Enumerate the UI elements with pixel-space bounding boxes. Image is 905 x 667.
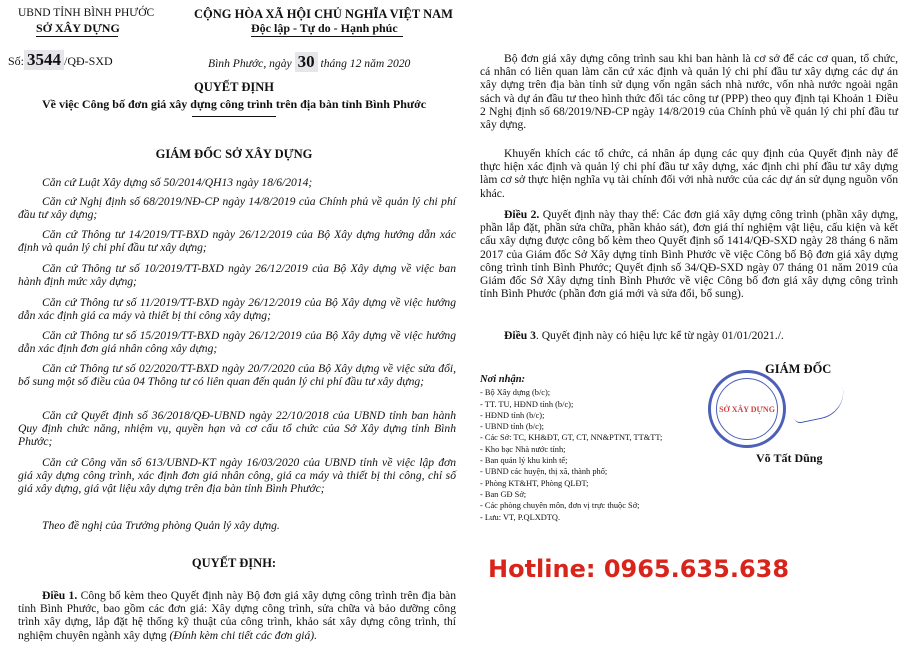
- basis-5: Căn cứ Thông tư số 11/2019/TT-BXD ngày 26/12/2019 của Bộ Xây dựng về việc hướng dẫn xác định giá ca máy và thiết bị thi công xây dựng;: [18, 296, 456, 323]
- recipient-item: - Ban GĐ Sở;: [480, 489, 527, 499]
- recipient-item: - Các Sở: TC, KH&ĐT, GT, CT, NN&PTNT, TT&TT;: [480, 433, 663, 443]
- basis-7: Căn cứ Thông tư số 02/2020/TT-BXD ngày 20/7/2020 của Bộ Xây dựng về việc sửa đổi, bổ sung một số điều của 04 Thông tư có liên quan đến quản lý chi phí đầu tư xây dựng;: [18, 362, 456, 389]
- official-seal-icon: SỞ XÂY DỰNG: [708, 370, 786, 448]
- signature-scribble-icon: [790, 387, 848, 425]
- article-3: Điều 3. Quyết định này có hiệu lực kể từ ngày 01/01/2021./.: [504, 329, 784, 342]
- subject-underline: [192, 116, 276, 117]
- recipient-item: - UBND các huyện, thị xã, thành phố;: [480, 467, 608, 477]
- org-line2: SỞ XÂY DỰNG: [36, 21, 120, 35]
- motto-line: Độc lập - Tự do - Hạnh phúc: [251, 21, 398, 35]
- org-underline: [36, 36, 118, 37]
- decision-subject: Về việc Công bố đơn giá xây dựng công trình trên địa bàn tỉnh Bình Phước: [41, 97, 427, 111]
- hotline-banner: Hotline: 0965.635.638: [488, 555, 790, 583]
- recipient-item: - Các phòng chuyên môn, đơn vị trực thuộc Sở;: [480, 501, 640, 511]
- recipients-heading: Nơi nhận:: [480, 374, 526, 385]
- basis-4: Căn cứ Thông tư số 10/2019/TT-BXD ngày 26/12/2019 của Bộ Xây dựng về việc ban hành định mức xây dựng;: [18, 262, 456, 289]
- signer-name: Võ Tất Dũng: [756, 451, 823, 465]
- recipient-item: - Lưu: VT, P.QLXDTQ.: [480, 512, 561, 522]
- motto-underline: [251, 36, 403, 37]
- basis-8: Căn cứ Quyết định số 36/2018/QĐ-UBND ngày 22/10/2018 của UBND tỉnh ban hành Quy định chức năng, nhiệm vụ, quyền hạn và cơ cấu tổ chức của Sở Xây dựng tỉnh Bình Phước;: [18, 409, 456, 449]
- recipient-item: - Kho bạc Nhà nước tỉnh;: [480, 444, 566, 454]
- recipient-item: - TT. TU, HĐND tỉnh (b/c);: [480, 399, 574, 409]
- decision-heading: QUYẾT ĐỊNH:: [191, 556, 277, 570]
- recipient-item: - Bộ Xây dựng (b/c);: [480, 388, 551, 398]
- recipients-block: [480, 374, 720, 523]
- decision-title: QUYẾT ĐỊNH: [194, 80, 274, 94]
- recipient-item: - HĐND tỉnh (b/c);: [480, 410, 545, 420]
- recipient-item: - Phòng KT&HT, Phòng QLĐT;: [480, 478, 589, 488]
- signer-title: GIÁM ĐỐC: [765, 362, 832, 376]
- basis-9: Căn cứ Công văn số 613/UBND-KT ngày 16/03/2020 của UBND tỉnh về việc lập đơn giá xây dựng công trình, xác định đơn giá nhân công, giá ca máy và thiết bị thi công, chỉ số giá xây dựng, giá vật liệu xây dựng trên địa bàn tỉnh Bình Phước;: [18, 456, 456, 496]
- authority-heading: GIÁM ĐỐC SỞ XÂY DỰNG: [155, 147, 313, 161]
- recipient-item: - Ban quản lý khu kinh tế;: [480, 456, 568, 466]
- article-2: Điều 2. Quyết định này thay thế: Các đơn giá xây dựng công trình (phần xây dựng, phần lắp đặt, phần sửa chữa, phần khảo sát), đơn giá thí nghiệm vật liệu, cấu kiện và kết cấu xây dựng được công bố kèm theo Quyết định số 1414/QĐ-SXD ngày 28 tháng 6 năm 2017 của Giám đốc Sở Xây dựng tỉnh Bình Phước về việc Công bố Bộ đơn giá xây dựng công trình tỉnh Bình Phước; Quyết định số 34/QĐ-SXD ngày 07 tháng 01 năm 2019 của Giám đốc Sở Xây dựng tỉnh Bình Phước về việc Công bố đơn giá xây dựng công trình tỉnh Bình Phước (phần đơn giá mới và sửa đổi, bổ sung).: [480, 208, 898, 301]
- article-1: Điều 1. Công bố kèm theo Quyết định này Bộ đơn giá xây dựng công trình trên địa bàn tỉnh Bình Phước, bao gồm các đơn giá: Xây dựng công trình, sửa chữa và bảo dưỡng công trình xây dựng, lắp đặt hệ thống kỹ thuật của công trình, khảo sát xây dựng công trình, thí nghiệm chuyên ngành xây dựng (Đính kèm chi tiết các đơn giá).: [18, 589, 456, 642]
- basis-6: Căn cứ Thông tư số 15/2019/TT-BXD ngày 26/12/2019 của Bộ Xây dựng về việc hướng dẫn xác định đơn giá nhân công xây dựng;: [18, 329, 456, 356]
- basis-1: Căn cứ Luật Xây dựng số 50/2014/QH13 ngày 18/6/2014;: [42, 176, 313, 189]
- basis-10: Theo đề nghị của Trưởng phòng Quản lý xây dựng.: [42, 519, 280, 532]
- document-number: Số: 3544 /QĐ-SXD: [8, 50, 113, 69]
- org-line1: UBND TỈNH BÌNH PHƯỚC: [18, 7, 155, 19]
- article1-continuation: Bộ đơn giá xây dựng công trình sau khi ban hành là cơ sở để các cơ quan, tổ chức, cá nhân có liên quan làm căn cứ xác định và quản lý chi phí đầu tư xây dựng các dự án xây dựng trên địa bàn tỉnh sử dụng vốn ngân sách nhà nước, vốn nhà nước ngoài ngân sách và dự án đầu tư theo hình thức đối tác công tư (PPP) theo quy định tại Khoản 1 Điều 2 Nghị định số 68/2019/NĐ-CP ngày 14/8/2019 của Chính phủ về quản lý chi phí đầu tư xây dựng.: [480, 52, 898, 132]
- basis-2: Căn cứ Nghị định số 68/2019/NĐ-CP ngày 14/8/2019 của Chính phủ về quản lý chi phí đầu tư xây dựng;: [18, 195, 456, 222]
- encouragement-paragraph: Khuyến khích các tổ chức, cá nhân áp dụng các quy định của Quyết định này để thực hiện xác định và quản lý chi phí đầu tư xây dựng, xác định chi phí đầu tư xây dựng làm cơ sở thực hiện nghĩa vụ tài chính đối với nhà nước của các dự án sử dụng nguồn vốn khác.: [480, 147, 898, 200]
- basis-3: Căn cứ Thông tư 14/2019/TT-BXD ngày 26/12/2019 của Bộ Xây dựng hướng dẫn xác định và quản lý chi phí đầu tư xây dựng;: [18, 228, 456, 255]
- recipient-item: - UBND tỉnh (b/c);: [480, 422, 544, 432]
- document-date: Bình Phước, ngày 30 tháng 12 năm 2020: [208, 52, 411, 71]
- republic-line: CỘNG HÒA XÃ HỘI CHỦ NGHĨA VIỆT NAM: [194, 7, 453, 21]
